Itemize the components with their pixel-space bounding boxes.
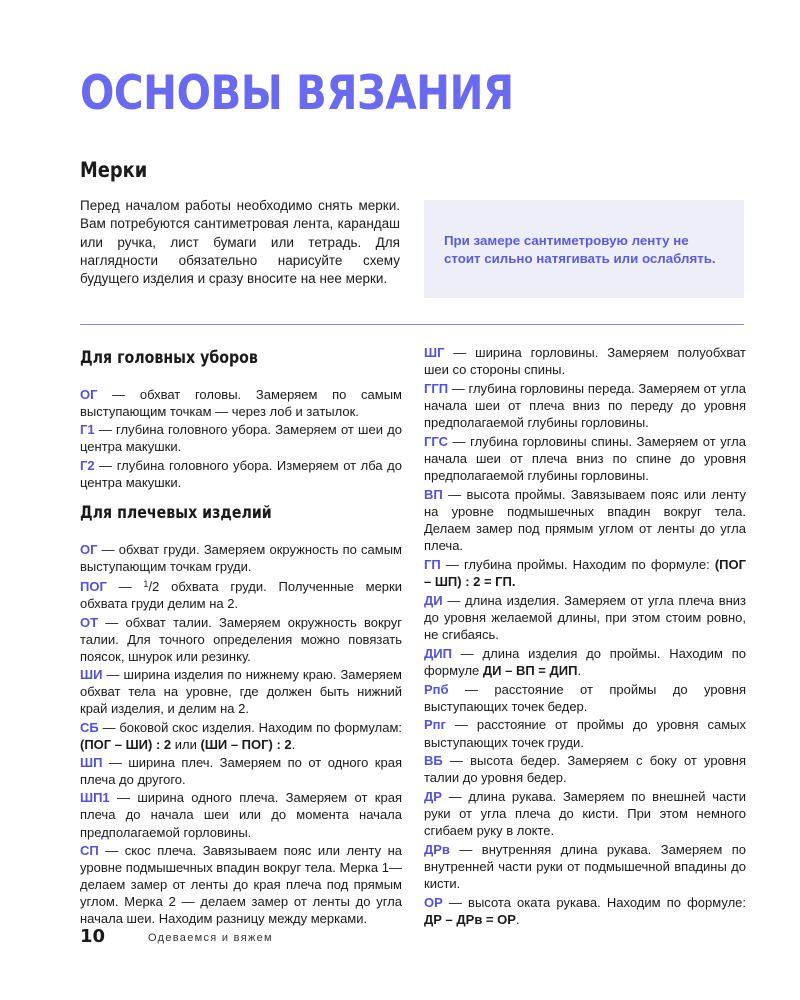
section-title: Мерки	[80, 158, 148, 182]
measure-abbr: ДРв	[424, 841, 450, 857]
measure-text: .	[515, 912, 520, 928]
measure-entry: ПОГ — $^1$/2 обхвата груди. Полученные мерки обхвата груди делим на 2.	[80, 579, 402, 612]
measure-text: — глубина горловины спины. Замеряем от угла начала шеи от плеча вниз по спине до уровня предполагаемой глубины горловины.	[424, 433, 746, 484]
measure-text: или	[171, 736, 201, 752]
measure-abbr: ШГ	[424, 345, 445, 360]
measure-text: .	[577, 663, 582, 678]
note-text: При замере сантиметровую ленту не стоит сильно натягивать или ослаблять.	[444, 233, 716, 267]
measure-entry	[424, 556, 746, 590]
measure-text: — высота проймы. Завязываем пояс или ленту на уровне подмышечных впадин вокруг тела. Делаем замер под прямым углом от ленты до угла плеча.	[424, 486, 746, 554]
measure-text: — расстояние от проймы до уровня самых выступающих точек груди.	[424, 717, 746, 750]
measure-entry	[424, 894, 746, 928]
measure-text: обхвата груди. Полученные мерки обхвата груди делим на 2.	[80, 579, 402, 612]
measure-entry	[424, 433, 746, 485]
measure-abbr: ВП	[424, 486, 443, 502]
measure-entry	[80, 842, 402, 927]
measure-entry	[424, 716, 746, 750]
measure-entry	[80, 421, 402, 455]
measure-abbr: ОР	[424, 894, 443, 910]
fraction-denominator: 2	[152, 579, 160, 595]
measure-abbr: ОТ	[80, 614, 99, 630]
measure-entry	[80, 666, 402, 717]
measure-text: — длина рукава. Замеряем по внешней части руки от угла плеча до кисти. При этом немного сгибаем руку в локте.	[424, 788, 746, 839]
formula: (ШИ – ПОГ) : 2	[200, 736, 292, 752]
measure-abbr: ГГП	[424, 380, 449, 396]
formula: (ПОГ – ШИ) : 2	[80, 736, 172, 752]
measure-entry	[424, 788, 746, 840]
right-column	[424, 344, 746, 930]
measure-text: — расстояние от проймы до уровня выступающих точек бедер.	[424, 681, 746, 714]
measure-text: — скос плеча. Завязываем пояс или ленту на уровне подмышечных впадин вокруг тела. Мерка 1— делаем замер от ленты до края плеча под прямым углом. Мерка 2 — делаем замер от ленты до угла начала шеи. Находим разницу между мерками.	[80, 842, 402, 927]
measure-entry	[80, 789, 402, 840]
measure-text: — глубина горловины переда. Замеряем от угла начала шеи от плеча вниз по переду до уровня предполагаемой глубины горловины.	[424, 380, 746, 431]
measure-abbr: ВБ	[424, 753, 443, 769]
measure-entry	[80, 541, 402, 575]
measure-text: — высота оката рукава. Находим по формуле:	[442, 894, 746, 910]
measure-text: — глубина проймы. Находим по формуле:	[440, 557, 715, 572]
measure-abbr: ГП	[424, 557, 441, 572]
measure-entry	[80, 457, 402, 491]
measure-entry	[424, 645, 746, 679]
measure-text: — обхват талии. Замеряем окружность вокруг талии. Для точного определения можно повязать поясок, шнурок или резинку.	[80, 614, 402, 664]
measure-entry	[80, 614, 402, 665]
measure-text: — боковой скос изделия. Находим по формулам:	[98, 719, 402, 735]
measure-text: — внутренняя длина рукава. Замеряем по внутренней части руки от подмышечной впадины до кисти.	[424, 841, 746, 892]
measure-text: — глубина головного убора. Замеряем от шеи до центра макушки.	[80, 422, 402, 455]
measure-text: — ширина горловины. Замеряем полуобхват шеи со стороны спины.	[424, 345, 746, 378]
subheading-headwear: Для головных уборов	[80, 348, 258, 367]
measure-text: — обхват груди. Замеряем окружность по самым выступающим точкам груди.	[80, 541, 402, 575]
measure-abbr: ОГ	[80, 541, 98, 557]
measure-abbr: ШИ	[80, 667, 103, 683]
measure-entry	[424, 344, 746, 378]
measure-entry	[424, 681, 746, 715]
measure-text: — ширина изделия по нижнему краю. Замеряем обхват тела на уровне, где должен быть нижний край изделия, и делим на 2.	[80, 667, 402, 717]
measure-abbr: ДИ	[424, 592, 443, 608]
formula: ДИ – ВП = ДИП	[482, 663, 578, 678]
measure-abbr: ДИП	[424, 645, 452, 661]
measure-entry	[424, 486, 746, 555]
measure-abbr: ПОГ	[80, 579, 107, 595]
measure-abbr: ГГС	[424, 433, 448, 449]
measure-text: — обхват головы. Замеряем по самым выступающим точкам — через лоб и затылок.	[80, 387, 402, 420]
measure-text: — высота бедер. Замеряем с боку от уровня талии до уровня бедер.	[424, 753, 746, 786]
measure-entry	[424, 841, 746, 893]
measure-text: — глубина головного убора. Измеряем от лба до центра макушки.	[80, 457, 402, 490]
running-footer: Одеваемся и вяжем	[148, 932, 273, 944]
note-box	[424, 200, 744, 298]
measure-text: .	[291, 736, 296, 752]
measure-abbr: Г1	[80, 422, 95, 438]
measure-abbr: ШП1	[80, 790, 110, 806]
measure-text: — ширина плеч. Замеряем по от одного края плеча до другого.	[80, 755, 402, 788]
measure-abbr: СБ	[80, 719, 99, 735]
intro-paragraph: Перед началом работы необходимо снять мерки. Вам потребуются сантиметровая лента, карандаш или ручка, лист бумаги или тетрадь. Для наглядности обязательно нарисуйте схему будущего изделия и сразу вносите на нее мерки.	[80, 198, 400, 287]
page-title: ОСНОВЫ ВЯЗАНИЯ	[80, 66, 514, 121]
measure-abbr: СП	[80, 842, 99, 858]
measure-entry	[80, 386, 402, 420]
formula: (ПОГ – ШП) : 2 = ГП.	[424, 557, 746, 590]
measure-abbr: ДР	[424, 788, 442, 804]
measure-text: — ширина одного плеча. Замеряем от края плеча до начала шеи или до момента начала предполагаемой горловины.	[80, 790, 402, 840]
measure-abbr: ОГ	[80, 387, 98, 402]
measure-entry	[424, 592, 746, 644]
subheading-shoulder: Для плечевых изделий	[80, 502, 272, 522]
measure-entry	[424, 380, 746, 432]
measure-entry	[424, 752, 746, 786]
measure-entry	[80, 719, 402, 753]
measure-entry	[80, 754, 402, 788]
page-number: 10	[80, 926, 106, 947]
measure-text: — длина изделия. Замеряем от угла плеча вниз до уровня желаемой длины, при этом стоим ровно, не сгибаясь.	[424, 592, 746, 643]
measure-abbr: Г2	[80, 457, 95, 473]
measure-abbr: ШП	[80, 755, 103, 770]
measure-dash: —	[106, 579, 144, 595]
left-column	[80, 344, 402, 929]
fraction-numerator: 1	[143, 579, 149, 590]
formula: ДР – ДРв = ОР	[424, 912, 516, 928]
measure-abbr: Рпб	[424, 681, 449, 697]
measure-text: — длина изделия до проймы. Находим по формуле	[424, 645, 746, 678]
measure-abbr: Рпг	[424, 717, 446, 733]
section-divider	[80, 324, 744, 325]
